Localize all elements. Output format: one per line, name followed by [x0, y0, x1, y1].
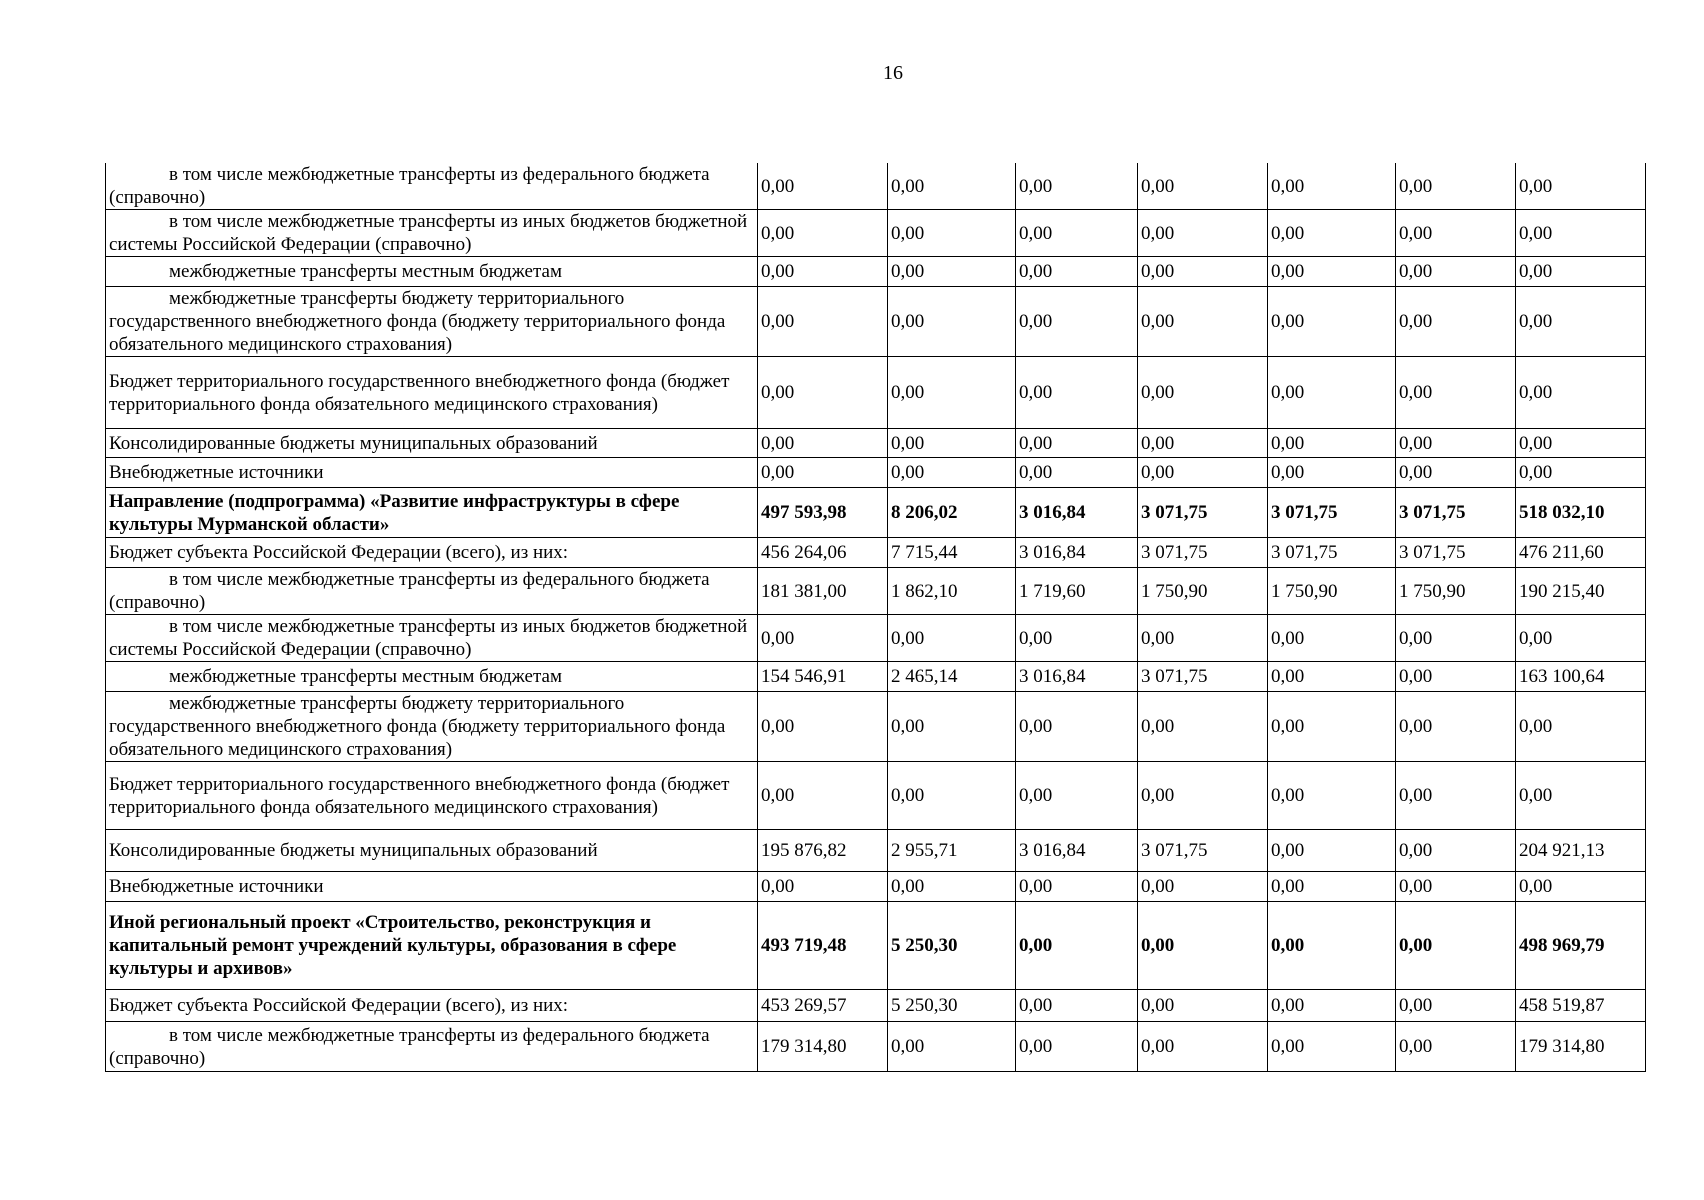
row-label: в том числе межбюджетные трансферты из федерального бюджета (справочно) — [106, 1022, 758, 1072]
value-cell: 458 519,87 — [1516, 990, 1646, 1022]
value-cell: 3 071,75 — [1268, 538, 1396, 568]
value-cell: 0,00 — [1516, 257, 1646, 287]
value-cell: 3 016,84 — [1016, 830, 1138, 872]
value-cell: 0,00 — [758, 872, 888, 902]
value-cell: 0,00 — [1396, 762, 1516, 830]
row-label: межбюджетные трансферты бюджету территориального государственного внебюджетного фонда (бюджету территориального фонда обязательного медицинского страхования) — [106, 287, 758, 357]
table-row — [106, 762, 1646, 830]
value-cell: 497 593,98 — [758, 488, 888, 538]
table-row — [106, 287, 1646, 357]
value-cell: 3 071,75 — [1138, 662, 1268, 692]
value-cell: 0,00 — [1138, 872, 1268, 902]
value-cell: 179 314,80 — [758, 1022, 888, 1072]
value-cell: 0,00 — [1396, 830, 1516, 872]
value-cell: 0,00 — [1016, 990, 1138, 1022]
value-cell: 3 016,84 — [1016, 488, 1138, 538]
value-cell: 3 016,84 — [1016, 538, 1138, 568]
row-label: в том числе межбюджетные трансферты из иных бюджетов бюджетной системы Российской Федерации (справочно) — [106, 615, 758, 662]
value-cell: 0,00 — [888, 615, 1016, 662]
page-number: 16 — [883, 62, 903, 84]
value-cell: 0,00 — [1268, 1022, 1396, 1072]
value-cell: 0,00 — [1138, 1022, 1268, 1072]
table-row — [106, 538, 1646, 568]
value-cell: 0,00 — [1516, 615, 1646, 662]
value-cell: 498 969,79 — [1516, 902, 1646, 990]
table-row — [106, 615, 1646, 662]
value-cell: 0,00 — [1268, 662, 1396, 692]
value-cell: 1 750,90 — [1268, 568, 1396, 615]
value-cell: 1 719,60 — [1016, 568, 1138, 615]
value-cell: 0,00 — [1268, 210, 1396, 257]
value-cell: 0,00 — [1268, 458, 1396, 488]
table-row — [106, 692, 1646, 762]
value-cell: 0,00 — [1516, 762, 1646, 830]
value-cell: 0,00 — [1268, 429, 1396, 458]
value-cell: 0,00 — [1396, 210, 1516, 257]
value-cell: 0,00 — [1268, 872, 1396, 902]
row-label: межбюджетные трансферты местным бюджетам — [106, 662, 758, 692]
table-row — [106, 163, 1646, 210]
value-cell: 0,00 — [758, 257, 888, 287]
value-cell: 5 250,30 — [888, 902, 1016, 990]
value-cell: 0,00 — [758, 163, 888, 210]
value-cell: 0,00 — [758, 458, 888, 488]
value-cell: 0,00 — [888, 692, 1016, 762]
value-cell: 0,00 — [1138, 990, 1268, 1022]
budget-table — [105, 163, 1646, 1072]
row-label: в том числе межбюджетные трансферты из федерального бюджета (справочно) — [106, 163, 758, 210]
row-label: в том числе межбюджетные трансферты из иных бюджетов бюджетной системы Российской Федерации (справочно) — [106, 210, 758, 257]
value-cell: 0,00 — [1138, 210, 1268, 257]
table-body — [106, 163, 1646, 1072]
value-cell: 3 071,75 — [1268, 488, 1396, 538]
value-cell: 7 715,44 — [888, 538, 1016, 568]
table-row — [106, 429, 1646, 458]
value-cell: 8 206,02 — [888, 488, 1016, 538]
value-cell: 0,00 — [1268, 830, 1396, 872]
value-cell: 0,00 — [1016, 872, 1138, 902]
value-cell: 0,00 — [1516, 287, 1646, 357]
value-cell: 0,00 — [888, 429, 1016, 458]
value-cell: 0,00 — [888, 163, 1016, 210]
value-cell: 0,00 — [1396, 257, 1516, 287]
row-label: Иной региональный проект «Строительство, реконструкция и капитальный ремонт учреждений культуры, образования в сфере культуры и архивов» — [106, 902, 758, 990]
value-cell: 0,00 — [888, 458, 1016, 488]
value-cell: 181 381,00 — [758, 568, 888, 615]
table-row — [106, 568, 1646, 615]
value-cell: 0,00 — [1516, 429, 1646, 458]
row-label: Внебюджетные источники — [106, 872, 758, 902]
value-cell: 0,00 — [888, 210, 1016, 257]
value-cell: 204 921,13 — [1516, 830, 1646, 872]
row-label: в том числе межбюджетные трансферты из федерального бюджета (справочно) — [106, 568, 758, 615]
value-cell: 2 465,14 — [888, 662, 1016, 692]
value-cell: 0,00 — [1016, 458, 1138, 488]
value-cell: 0,00 — [888, 1022, 1016, 1072]
row-label: Бюджет субъекта Российской Федерации (всего), из них: — [106, 990, 758, 1022]
value-cell: 179 314,80 — [1516, 1022, 1646, 1072]
table-row — [106, 210, 1646, 257]
value-cell: 0,00 — [1268, 287, 1396, 357]
table-row — [106, 902, 1646, 990]
table-row — [106, 830, 1646, 872]
value-cell: 0,00 — [1396, 990, 1516, 1022]
value-cell: 0,00 — [1016, 287, 1138, 357]
value-cell: 0,00 — [1138, 287, 1268, 357]
value-cell: 0,00 — [758, 762, 888, 830]
value-cell: 0,00 — [1516, 692, 1646, 762]
value-cell: 0,00 — [1396, 872, 1516, 902]
value-cell: 0,00 — [1268, 615, 1396, 662]
value-cell: 0,00 — [1396, 692, 1516, 762]
value-cell: 0,00 — [1016, 762, 1138, 830]
table-row — [106, 458, 1646, 488]
value-cell: 154 546,91 — [758, 662, 888, 692]
value-cell: 0,00 — [1016, 357, 1138, 429]
table-row — [106, 357, 1646, 429]
value-cell: 163 100,64 — [1516, 662, 1646, 692]
value-cell: 3 071,75 — [1396, 488, 1516, 538]
value-cell: 0,00 — [1138, 458, 1268, 488]
value-cell: 0,00 — [758, 287, 888, 357]
value-cell: 456 264,06 — [758, 538, 888, 568]
value-cell: 0,00 — [1516, 357, 1646, 429]
value-cell: 0,00 — [1016, 163, 1138, 210]
value-cell: 0,00 — [1268, 357, 1396, 429]
value-cell: 0,00 — [1268, 163, 1396, 210]
value-cell: 0,00 — [1396, 287, 1516, 357]
value-cell: 518 032,10 — [1516, 488, 1646, 538]
table-row — [106, 990, 1646, 1022]
value-cell: 0,00 — [1138, 357, 1268, 429]
value-cell: 3 071,75 — [1138, 830, 1268, 872]
value-cell: 0,00 — [1396, 458, 1516, 488]
value-cell: 0,00 — [1016, 1022, 1138, 1072]
value-cell: 0,00 — [758, 615, 888, 662]
table-row — [106, 488, 1646, 538]
value-cell: 3 071,75 — [1138, 488, 1268, 538]
value-cell: 1 750,90 — [1138, 568, 1268, 615]
value-cell: 0,00 — [1396, 357, 1516, 429]
value-cell: 0,00 — [1516, 163, 1646, 210]
value-cell: 0,00 — [1016, 257, 1138, 287]
value-cell: 0,00 — [1268, 257, 1396, 287]
value-cell: 0,00 — [888, 872, 1016, 902]
value-cell: 0,00 — [1138, 902, 1268, 990]
value-cell: 453 269,57 — [758, 990, 888, 1022]
table-row — [106, 662, 1646, 692]
value-cell: 0,00 — [888, 762, 1016, 830]
value-cell: 0,00 — [758, 429, 888, 458]
value-cell: 190 215,40 — [1516, 568, 1646, 615]
value-cell: 0,00 — [758, 210, 888, 257]
table-row — [106, 257, 1646, 287]
row-label: Консолидированные бюджеты муниципальных образований — [106, 429, 758, 458]
value-cell: 0,00 — [1016, 429, 1138, 458]
value-cell: 1 862,10 — [888, 568, 1016, 615]
value-cell: 0,00 — [1138, 762, 1268, 830]
value-cell: 0,00 — [1138, 429, 1268, 458]
table-row — [106, 872, 1646, 902]
value-cell: 0,00 — [1396, 1022, 1516, 1072]
value-cell: 0,00 — [1016, 692, 1138, 762]
row-label: Бюджет территориального государственного внебюджетного фонда (бюджет территориального фонда обязательного медицинского страхования) — [106, 762, 758, 830]
row-label: Внебюджетные источники — [106, 458, 758, 488]
value-cell: 5 250,30 — [888, 990, 1016, 1022]
value-cell: 3 071,75 — [1396, 538, 1516, 568]
table-row — [106, 1022, 1646, 1072]
value-cell: 476 211,60 — [1516, 538, 1646, 568]
value-cell: 0,00 — [1396, 163, 1516, 210]
value-cell: 0,00 — [1138, 257, 1268, 287]
value-cell: 0,00 — [1396, 615, 1516, 662]
value-cell: 195 876,82 — [758, 830, 888, 872]
value-cell: 0,00 — [1268, 762, 1396, 830]
value-cell: 0,00 — [888, 257, 1016, 287]
value-cell: 0,00 — [1268, 902, 1396, 990]
value-cell: 0,00 — [1516, 872, 1646, 902]
value-cell: 3 016,84 — [1016, 662, 1138, 692]
value-cell: 0,00 — [1396, 429, 1516, 458]
value-cell: 0,00 — [888, 357, 1016, 429]
value-cell: 0,00 — [1516, 458, 1646, 488]
row-label: Направление (подпрограмма) «Развитие инфраструктуры в сфере культуры Мурманской области» — [106, 488, 758, 538]
value-cell: 0,00 — [1516, 210, 1646, 257]
value-cell: 0,00 — [888, 287, 1016, 357]
value-cell: 493 719,48 — [758, 902, 888, 990]
value-cell: 0,00 — [1138, 615, 1268, 662]
value-cell: 1 750,90 — [1396, 568, 1516, 615]
row-label: межбюджетные трансферты бюджету территориального государственного внебюджетного фонда (бюджету территориального фонда обязательного медицинского страхования) — [106, 692, 758, 762]
value-cell: 0,00 — [758, 692, 888, 762]
value-cell: 0,00 — [1396, 662, 1516, 692]
row-label: Бюджет субъекта Российской Федерации (всего), из них: — [106, 538, 758, 568]
value-cell: 0,00 — [758, 357, 888, 429]
value-cell: 0,00 — [1016, 902, 1138, 990]
value-cell: 0,00 — [1138, 692, 1268, 762]
value-cell: 0,00 — [1268, 990, 1396, 1022]
row-label: межбюджетные трансферты местным бюджетам — [106, 257, 758, 287]
row-label: Консолидированные бюджеты муниципальных образований — [106, 830, 758, 872]
row-label: Бюджет территориального государственного внебюджетного фонда (бюджет территориального фонда обязательного медицинского страхования) — [106, 357, 758, 429]
value-cell: 2 955,71 — [888, 830, 1016, 872]
value-cell: 0,00 — [1016, 210, 1138, 257]
value-cell: 0,00 — [1016, 615, 1138, 662]
value-cell: 0,00 — [1138, 163, 1268, 210]
value-cell: 3 071,75 — [1138, 538, 1268, 568]
value-cell: 0,00 — [1268, 692, 1396, 762]
value-cell: 0,00 — [1396, 902, 1516, 990]
